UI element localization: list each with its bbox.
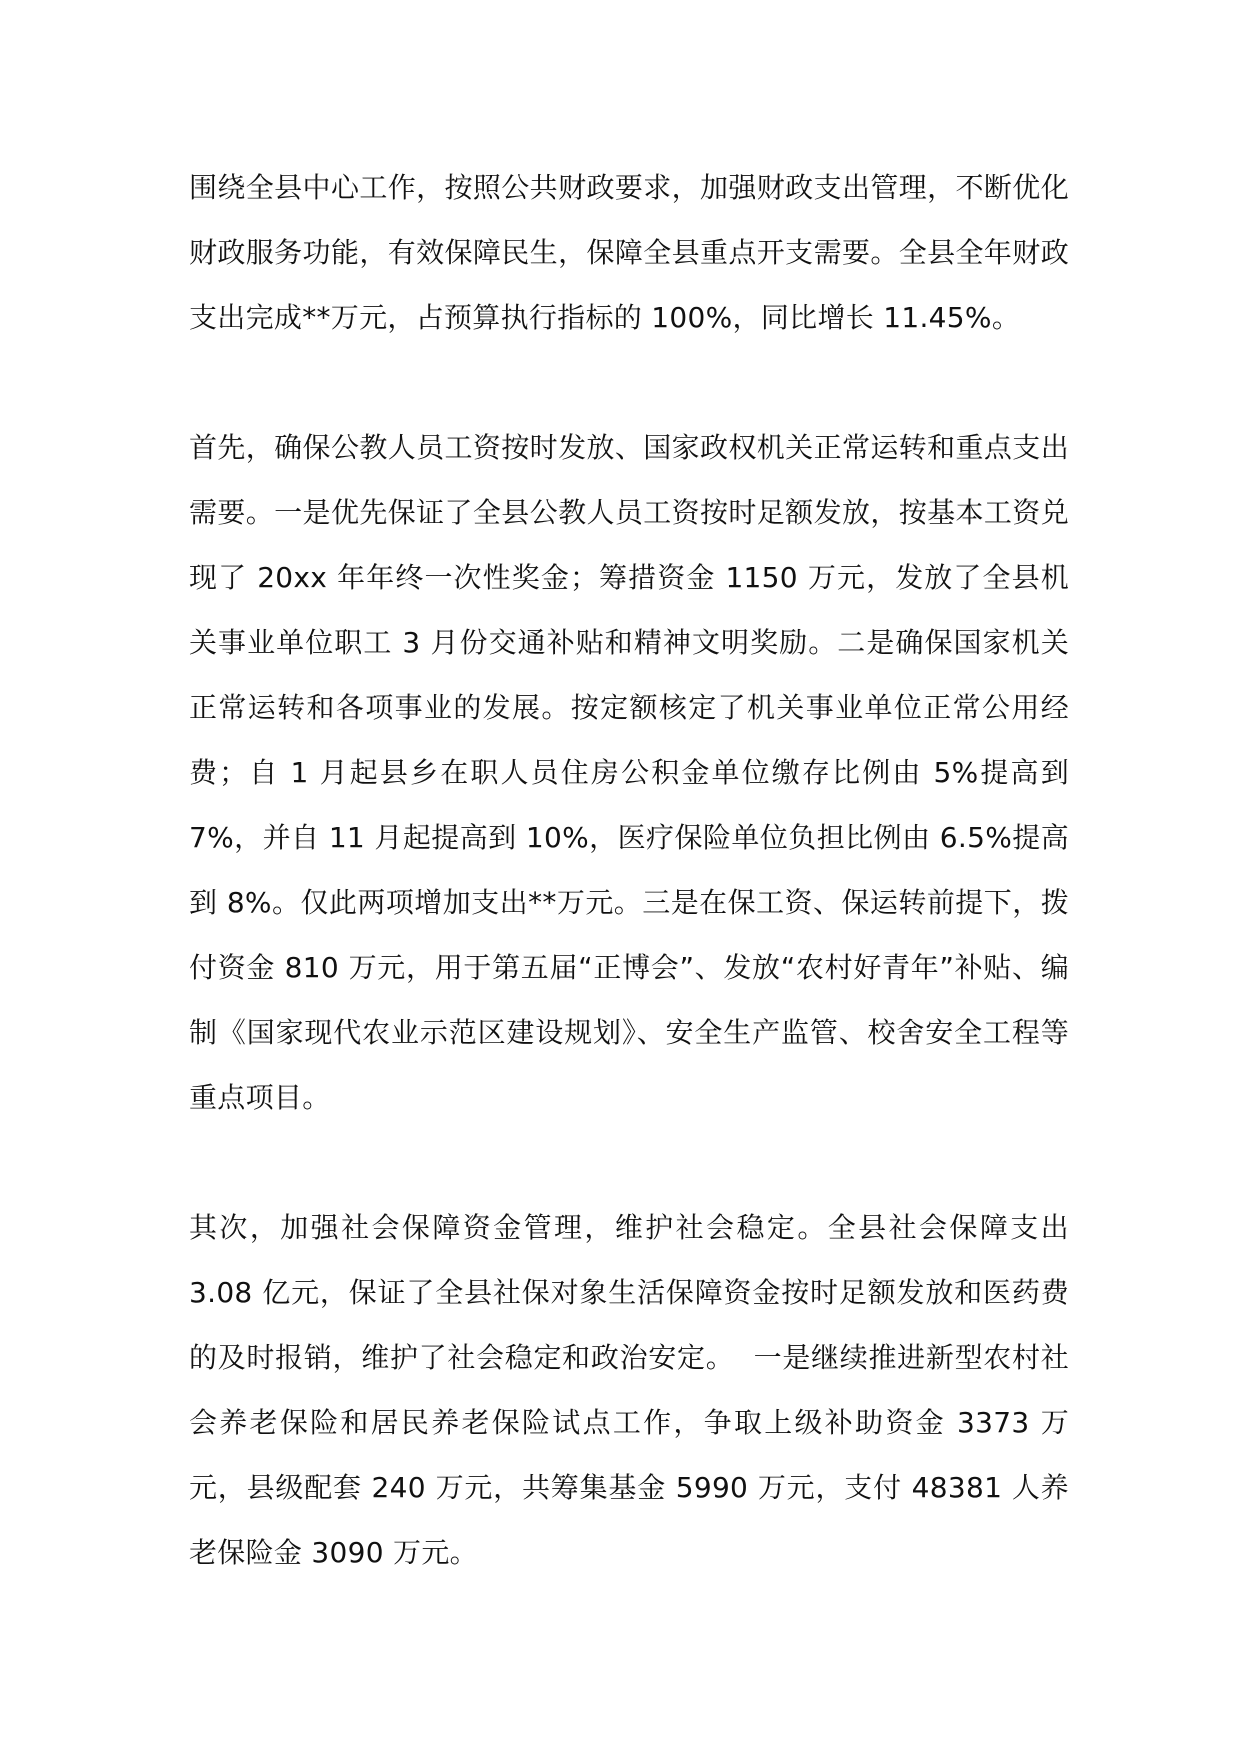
document-body: [189, 155, 1079, 1585]
paragraph-social-security: 其次，加强社会保障资金管理，维护社会稳定。全县社会保障支出 3.08 亿元，保证了全县社保对象生活保障资金按时足额发放和医药费的及时报销，维护了社会稳定和政治安定。 一是继续推进新型农村社会养老保险和居民养老保险试点工作，争取上级补助资金 3373 万元，县级配套 240 万元，共筹集基金 5990 万元，支付 48381 人养老保险金 3090 万元。: [189, 1211, 1079, 1569]
paragraph-wages-and-operations: 首先，确保公教人员工资按时发放、国家政权机关正常运转和重点支出需要。一是优先保证了全县公教人员工资按时足额发放，按基本工资兑现了 20xx 年年终一次性奖金；筹措资金 1150 万元，发放了全县机关事业单位职工 3 月份交通补贴和精神文明奖励。二是确保国家机关正常运转和各项事业的发展。按定额核定了机关事业单位正常公用经费；自 1 月起县乡在职人员住房公积金单位缴存比例由 5%提高到 7%，并自 11 月起提高到 10%，医疗保险单位负担比例由 6.5%提高到 8%。仅此两项增加支出**万元。三是在保工资、保运转前提下，拨付资金 810 万元，用于第五届“正博会”、发放“农村好青年”补贴、编制《国家现代农业示范区建设规划》、安全生产监管、校舍安全工程等重点项目。: [189, 431, 1079, 1114]
paragraph-fiscal-expenditure: 围绕全县中心工作，按照公共财政要求，加强财政支出管理，不断优化财政服务功能，有效保障民生，保障全县重点开支需要。全县全年财政支出完成**万元，占预算执行指标的 100%，同比增长 11.45%。: [189, 171, 1069, 334]
